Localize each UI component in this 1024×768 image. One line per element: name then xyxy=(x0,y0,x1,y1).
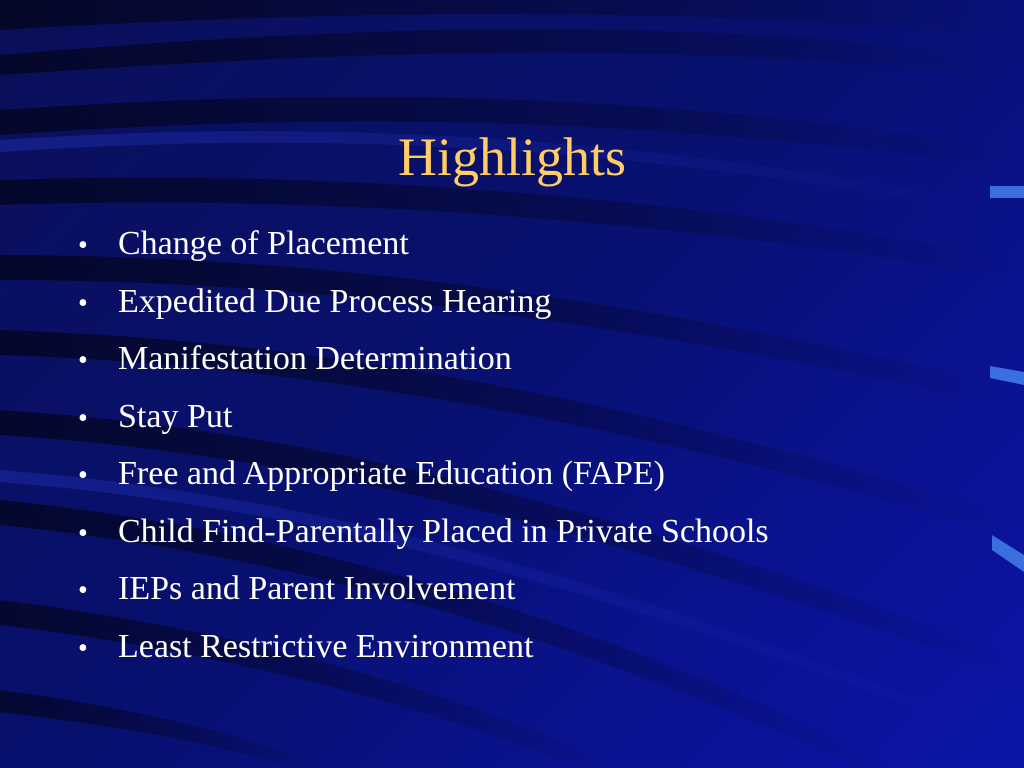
bullet-text: Stay Put xyxy=(118,397,233,435)
bullet-item-child-find xyxy=(78,503,769,561)
bullet-dot-icon: • xyxy=(78,517,88,549)
bullet-item-expedited-due-process xyxy=(78,273,769,331)
accent-mark-2 xyxy=(990,366,1024,385)
bullet-text: Least Restrictive Environment xyxy=(118,627,534,665)
accent-mark-3 xyxy=(992,535,1024,572)
bullet-dot-icon: • xyxy=(78,230,88,261)
bullet-item-stay-put xyxy=(78,388,769,446)
bullet-dot-icon: • xyxy=(78,345,88,376)
bullet-list xyxy=(78,215,769,675)
bullet-item-fape xyxy=(78,445,769,503)
bullet-text: Expedited Due Process Hearing xyxy=(118,282,552,320)
bullet-text: Change of Placement xyxy=(118,225,409,262)
bullet-item-ieps xyxy=(78,560,769,618)
bullet-item-change-of-placement xyxy=(78,215,769,273)
bullet-dot-icon: • xyxy=(78,287,88,319)
bullet-dot-icon: • xyxy=(78,402,88,434)
bullet-text: Free and Appropriate Education (FAPE) xyxy=(118,455,666,492)
bullet-dot-icon: • xyxy=(78,575,88,606)
bullet-text: Child Find-Parentally Placed in Private Schools xyxy=(118,512,769,550)
bullet-dot-icon: • xyxy=(78,460,88,491)
bullet-text: Manifestation Determination xyxy=(118,340,512,377)
bullet-item-manifestation-determination xyxy=(78,330,769,388)
slide-title: Highlights xyxy=(397,127,627,187)
bullet-item-lre xyxy=(78,618,769,676)
bullet-text: IEPs and Parent Involvement xyxy=(118,570,516,607)
bullet-dot-icon: • xyxy=(78,632,88,664)
